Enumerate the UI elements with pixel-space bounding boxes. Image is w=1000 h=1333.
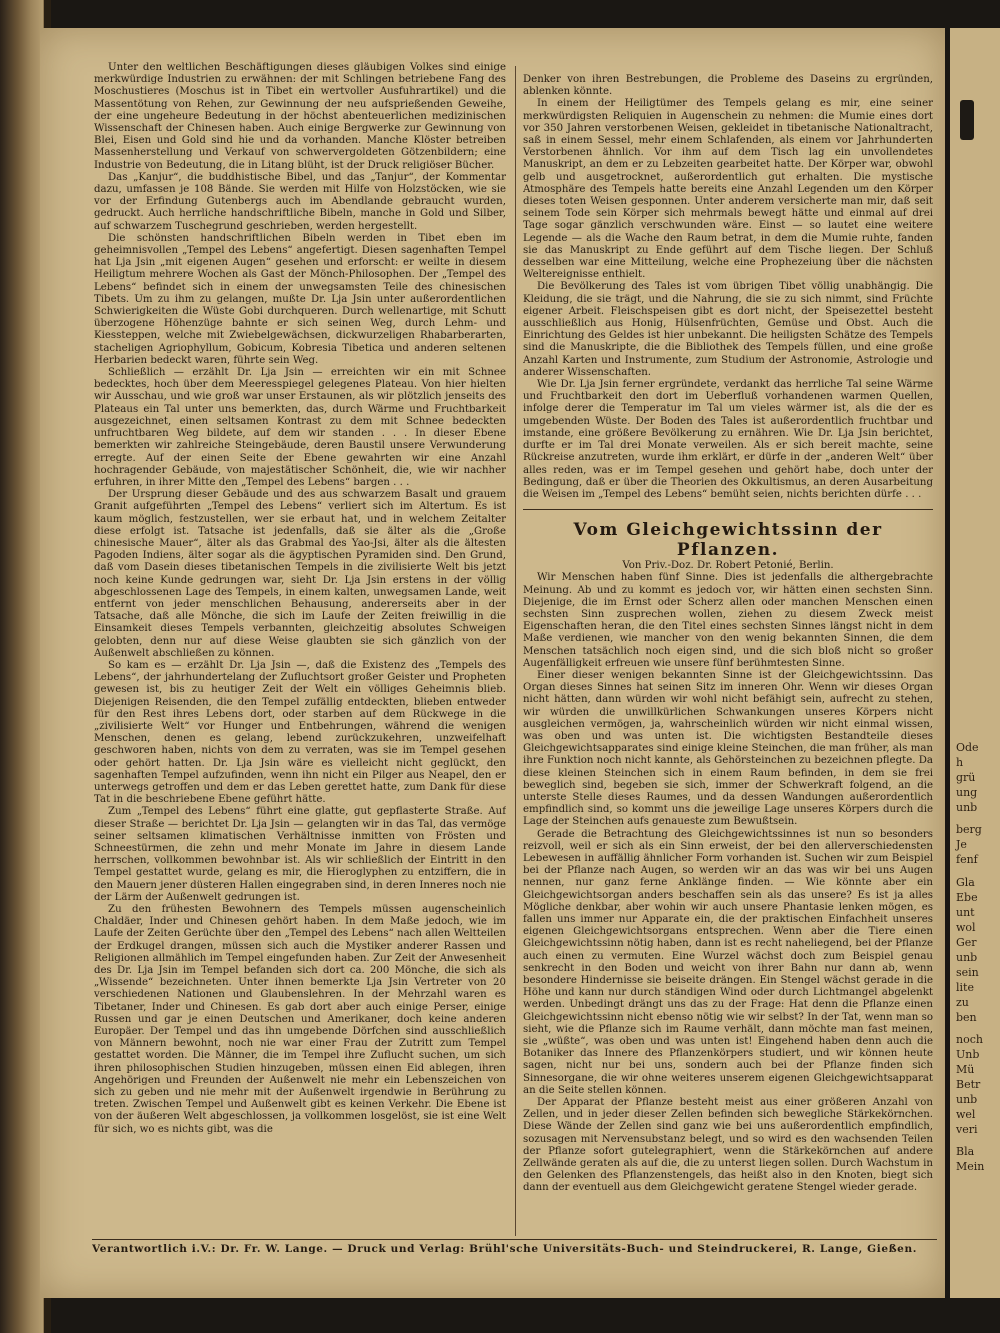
article-separator [523,509,933,510]
paragraph: Das „Kanjur“, die buddhistische Bibel, und das „Tanjur“, der Kommentar dazu, umfassen je 108 Bände. Sie werden mit Hilfe von Holzstöcken, wie sie vor der Erfindung Gutenbergs auch im Abendlande gebraucht wurden, gedruckt. Auch herrliche handschriftliche Bibeln, manche in Gold und Silber, auf schwarzem Tuschegrund geschrieben, werden hergestellt. [94,171,506,232]
paragraph: Wie Dr. Lja Jsin ferner ergründete, verdankt das herrliche Tal seine Wärme und Fruchtbarkeit den dort im Ueberfluß vorhandenen warmen Quellen, infolge derer die Temperatur im Tal um vieles wärmer ist, als die der es umgebenden Wüste. Der Boden des Tales ist außerordentlich fruchtbar und imstande, eine größere Bevölkerung zu ernähren. Wie Dr. Lja Jsin berichtet, durfte er im Tal drei Monate verweilen. Als er sich bereit machte, seine Rückreise anzutreten, wurde ihm erklärt, er dürfe in der „anderen Welt“ über alles reden, was er im Tempel gesehen und gehört habe, doch unter der Bedingung, daß er über die Theorien des Okkultismus, an deren Ausarbeitung die Weisen im „Tempel des Lebens“ bemüht seien, nichts berichten dürfe . . . [523,379,933,500]
footer-rule [92,1239,937,1240]
adjacent-text-fragment: ben [956,1011,977,1024]
paragraph: Schließlich — erzählt Dr. Lja Jsin — erreichten wir ein mit Schnee bedecktes, hoch über dem Meeresspiegel gelegenes Plateau. Von hier hielten wir Ausschau, und wie groß war unser Erstaunen, als wir plötzlich jenseits des Plateaus ein Tal unter uns bemerkten, das, durch Wärme und Fruchtbarkeit ausgezeichnet, einen seltsamen Kontrast zu dem mit Schnee bedeckten unfruchtbaren Weg bildete, auf dem wir standen . . . In dieser Ebene bemerkten wir zahlreiche Steingebäude, deren Baustil unsere Verwunderung erregte. Auf der einen Seite der Ebene gewahrten wir eine Anzahl hochragender Gebäude, von majestätischer Schönheit, die, wie wir nachher erfuhren, in ihrer Mitte den „Tempel des Lebens“ bargen . . . [94,367,506,488]
adjacent-text-fragment: Je [956,838,967,851]
adjacent-text-fragment: Mein [956,1160,985,1173]
article-byline: Von Priv.-Doz. Dr. Robert Petonié, Berlin. [622,560,834,572]
paragraph: Zu den frühesten Bewohnern des Tempels müssen augenscheinlich Chaldäer, Inder und Chinesen gehört haben. In dem Maße jedoch, wie im Laufe der Zeiten Gerüchte über den „Tempel des Lebens“ nach allen Weltteilen der Erdkugel drangen, müssen sich auch die Mystiker anderer Rassen und Religionen allmählich im Tempel eingefunden haben. Zur Zeit der Anwesenheit des Dr. Lja Jsin im Tempel befanden sich dort ca. 200 Mönche, die sich als „Wissende“ bezeichneten. Unter ihnen bemerkte Lja Jsin Vertreter von 20 verschiedenen Nationen und Glaubenslehren. In der Mehrzahl waren es Tibetaner, Inder und Chinesen. Es gab dort aber auch einige Perser, einige Russen und gar je einen Deutschen und Amerikaner, doch keine anderen Europäer. Der Tempel und das ihn umgebende Dörfchen sind ausschließlich von Männern bewohnt, noch nie war einer Frau der Zutritt zum Tempel gestattet worden. Die Männer, die im Tempel ihre Zuflucht suchen, um sich ihren philosophischen Studien hinzugeben, müssen einen Eid ablegen, ihren Angehörigen und Freunden der Außenwelt nie mehr ein Lebenszeichen von sich zu geben und nie mehr mit der Außenwelt irgendwie in Berührung zu treten. Zwischen Tempel und Außenwelt gibt es keinen Verkehr. Die Ebene ist von der äußeren Welt abgeschlossen, ja vollkommen losgelöst, sie ist eine Welt für sich, wo es nichts gibt, was die [94,904,506,1135]
adjacent-text-fragment: veri [956,1123,978,1136]
adjacent-text-fragment: grü [956,771,976,784]
adjacent-text-fragment: wel [956,1108,976,1121]
article-gleichgewichtssinn [523,520,933,1195]
adjacent-text-fragment: Ebe [956,891,978,904]
paragraph: So kam es — erzählt Dr. Lja Jsin —, daß die Existenz des „Tempels des Lebens“, der jahrhundertelang der Zufluchtsort großer Geister und Propheten gewesen ist, bis zu heutiger Zeit der Welt ein völliges Geheimnis blieb. Diejenigen Reisenden, die den Tempel zufällig entdeckten, blieben entweder für den Rest ihres Lebens dort, oder starben auf dem Rückwege in die „zivilisierte Welt“ vor Hunger und Entbehrungen, während die wenigen Menschen, denen es gelang, lebend zurückzukehren, unzweifelhaft geschworen haben, nichts von dem zu verraten, was sie im Tempel gesehen oder gehört hatten. Dr. Lja Jsin wäre es vielleicht nicht geglückt, den sagenhaften Tempel aufzufinden, wenn ihn nicht ein Pilger aus Neapel, den er unterwegs getroffen und dem er das Leben gerettet hatte, zum Dank für diese Tat in die beschriebene Ebene geführt hätte. [94,659,506,806]
adjacent-text-fragment: Betr [956,1078,981,1091]
article-headline: Vom Gleichgewichtssinn der Pflanzen. [573,520,883,561]
paragraph: Wir Menschen haben fünf Sinne. Dies ist jedenfalls die althergebrachte Meinung. Ab und zu kommt es jedoch vor, wir hätten einen sechsten Sinn. Diejenige, die im Ernst oder Scherz allen oder manchen Menschen einen sechsten Sinn zusprechen wollen, ziehen zu diesem Zweck meist Eigenschaften heran, die den Titel eines sechsten Sinnes längst nicht in dem Maße verdienen, wie mancher von den wenig bekannten Sinnen, die dem Menschen tatsächlich noch eigen sind, und die sich bloß nicht so großer Augenfälligkeit erfreuen wie unsere fünf berühmtesten Sinne. [523,572,933,669]
adjacent-text-fragment: unt [956,906,975,919]
paragraph: Gerade die Betrachtung des Gleichgewichtssinnes ist nun so besonders reizvoll, weil er sich als ein Sinn erweist, der bei den allerverschiedensten Lebewesen in auffällig ähnlicher Form vorhanden ist. Suchen wir zum Beispiel bei der Pflanze nach Augen, so werden wir an das was wir bei uns Augen nennen, nur ganz ferne Anklänge finden. — Wie könnte aber ein Gleichgewichtsorgan anders beschaffen sein als das unsere? Es ist ja alles Mögliche denkbar, aber wohin wir auch unsere Phantasie lenken mögen, es fallen uns immer nur Apparate ein, die der praktischen Einfachheit unseres eigenen Gleichgewichtsorgans entsprechen. Wenn aber die Tiere einen Gleichgewichtssinn nötig haben, dann ist es recht naheliegend, bei der Pflanze auch einen zu vermuten. Eine Wurzel wächst doch zum Beispiel genau senkrecht in den Boden und weicht von ihrer Bahn nur dann ab, wenn besondere Hindernisse sie beiseite drängen. Ein Stengel wächst gerade in die Höhe und kann nur durch ständigen Wind oder durch Lichtmangel abgelenkt werden. Unbedingt drängt uns das zu der Frage: Hat denn die Pflanze einen Gleichgewichtssinn nicht ebenso nötig wie wir selbst? In der Tat, wenn man so sieht, wie die Pflanze sich im Raume verhält, dann möchte man fast meinen, sie „wüßte“, was oben und was unten ist! Eingehend haben denn auch die Botaniker das Innere des Pflanzenkörpers studiert, und wir können heute sagen, nicht nur bei uns, sondern auch bei der Pflanze finden sich Sinnesorgane, die wir ohne weiteres unserem eigenen Gleichgewichtsapparat an die Seite stellen können. [523,828,933,1096]
adjacent-text-fragment: unb [956,951,978,964]
column-right [523,74,933,1246]
paragraph: Die Bevölkerung des Tales ist vom übrigen Tibet völlig unabhängig. Die Kleidung, die sie trägt, und die Nahrung, die sie zu sich nimmt, sind Früchte eigener Arbeit. Fleischspeisen gibt es dort nicht, der Speisezettel besteht ausschließlich aus Honig, Hülsenfrüchten, Gemüse und Obst. Auch die Einrichtung des Geldes ist hier unbekannt. Die heiligsten Schätze des Tempels sind die Manuskripte, die die Bibliothek des Tempels füllen, und eine große Anzahl Karten und Instrumente, zum Studium der Astronomie, Astrologie und anderer Wissenschaften. [523,281,933,378]
adjacent-text-fragment: noch [956,1033,983,1046]
adjacent-text-fragment: sein [956,966,979,979]
paragraph: In einem der Heiligtümer des Tempels gelang es mir, eine seiner merkwürdigsten Reliquien in Augenschein zu nehmen: die Mumie eines dort vor 350 Jahren verstorbenen Weisen, gekleidet in tibetanische Nationaltracht, saß in einem Sessel, mehr einem Schlafenden, als einem vor Jahrhunderten Verstorbenen ähnlich. Vor ihm auf dem Tisch lag ein unvollendetes Manuskript, an dem er zu Lebzeiten gearbeitet hatte. Der Körper war, obwohl gelb und ausgetrocknet, außerordentlich gut erhalten. Die mystische Atmosphäre des Tempels hatte bereits eine Anzahl Legenden um den Körper dieses toten Weisen gesponnen. Unter anderem versicherte man mir, daß seit seinem Tode sein Körper sich mehrmals bewegt hätte und einmal auf drei Tage sogar gänzlich verschwunden wäre. Einst — so lautet eine weitere Legende — als die Wache den Raum betrat, in dem die Mumie ruhte, fanden sie das Manuskript zu Ende geführt auf dem Tische liegen. Der Schluß desselben war eine Mitteilung, welche eine Prophezeiung über die nächsten Weltereignisse enthielt. [523,98,933,281]
adjacent-text-fragment: Ger [956,936,977,949]
adjacent-text-fragment: zu [956,996,969,1009]
paragraph: Einer dieser wenigen bekannten Sinne ist der Gleichgewichtssinn. Das Organ dieses Sinnes hat seinen Sitz im inneren Ohr. Wenn wir dieses Organ nicht hätten, dann würden wir wohl nicht befähigt sein, aufrecht zu stehen, wir würden die unwillkürlichen Schwankungen unseres Körpers nicht ausgleichen vermögen, ja, wahrscheinlich würden wir nicht einmal wissen, was oben und was unten ist. Die wichtigsten Bestandteile dieses Gleichgewichtsapparates sind einige kleine Steinchen, die man früher, als man ihre Funktion noch nicht kannte, als Gehörsteinchen zu bezeichnen pflegte. Da diese kleinen Steinchen sich in einem Raum befinden, in dem sie frei beweglich sind, begeben sie sich, immer der Schwerkraft folgend, an die unterste Stelle dieses Raumes, und da dessen Wandungen außerordentlich empfindlich sind, so kommt uns die jeweilige Lage unseres Körpers durch die Lage der Steinchen aufs genaueste zum Bewußtsein. [523,669,933,828]
adjacent-text-fragment: unb [956,801,978,814]
adjacent-text-fragment: fenf [956,853,978,866]
adjacent-text-fragment: Bla [956,1145,975,1158]
binder-clip [960,100,974,140]
adjacent-text-fragment: Mü [956,1063,975,1076]
paragraph: Die schönsten handschriftlichen Bibeln werden in Tibet eben im geheimnisvollen „Tempel des Lebens“ angefertigt. Diesen sagenhaften Tempel hat Lja Jsin „mit eigenen Augen“ gesehen und erforscht: er weilte in diesem Heiligtum mehrere Wochen als Gast der Mönch-Philosophen. Der „Tempel des Lebens“ befindet sich in einem der unwegsamsten Teile des chinesischen Tibets. Um zu ihm zu gelangen, mußte Dr. Lja Jsin unter außerordentlichen Schwierigkeiten die Wüste Gobi durchqueren. Durch wellenartige, mit Schutt überzogene Höhenzüge bahnte er sich seinen Weg, durch Lehm- und Kiessteppen, welche mit Zwiebelgewächsen, dickwurzeligen Rhabarberarten, stacheligen Agriophyllum, Gobicum, Kobresia Tibetica und anderen seltenen Herbarien bedeckt waren, führte sein Weg. [94,232,506,366]
column-left [94,62,506,1230]
adjacent-text-fragment: ung [956,786,978,799]
adjacent-text-fragment: berg [956,823,982,836]
paragraph: Unter den weltlichen Beschäftigungen dieses gläubigen Volkes sind einige merkwürdige Industrien zu erwähnen: der mit Schlingen betriebene Fang des Moschustieres (Moschus ist in Tibet ein wertvoller Ausfuhrartikel) und die Massentötung von Rehen, zur Gewinnung der neu aufsprießenden Geweihe, der eine ungeheure Bedeutung in der höchst abenteuerlichen medizinischen Wissenschaft der Chinesen haben. Auch einige Bergwerke zur Gewinnung von Blei, Eisen und Gold sind hie und da vorhanden. Manche Klöster betreiben Massenherstellung und Verkauf von schwervergoldeten Götzenbildern; eine Industrie von Bedeutung, die in Litang blüht, ist der Druck religiöser Bücher. [94,62,506,171]
column-divider [515,66,516,1236]
adjacent-text-fragment: Unb [956,1048,980,1061]
paragraph: Der Ursprung dieser Gebäude und des aus schwarzem Basalt und grauem Granit aufgeführten „Tempel des Lebens“ verliert sich im Altertum. Es ist kaum möglich, festzustellen, wer sie erbaut hat, und in welchem Zeitalter diese erfolgt ist. Tatsache ist jedenfalls, daß sie älter als die „Große chinesische Mauer“, älter als das Grabmal des Yao-Jsi, älter als die ältesten Pagoden Indiens, älter sogar als die ägyptischen Pyramiden sind. Den Grund, daß vom Dasein dieses tibetanischen Tempels in die zivilisierte Welt bis jetzt noch keine Kunde gedrungen war, sieht Dr. Lja Jsin erstens in der völlig abgeschlossenen Lage des Tempels, in einem kalten, unwegsamen Lande, weit entfernt von jeder menschlichen Behausung, andererseits aber in der Tatsache, daß alle Mönche, die sich im Laufe der Zeiten freiwillig in die Einsamkeit dieses Tempels verbannten, gleichzeitig absolutes Schweigen gelobten, denn nur auf diese Weise glaubten sie sich gänzlich von der Außenwelt abschließen zu können. [94,489,506,659]
paragraph: Der Apparat der Pflanze besteht meist aus einer größeren Anzahl von Zellen, und in jeder dieser Zellen befinden sich bewegliche Stärkekörnchen. Diese Wände der Zellen sind ganz wie bei uns außerordentlich empfindlich, sozusagen mit Nervensubstanz belegt, und so wird es den wachsenden Teilen der Pflanze sofort gutelegraphiert, wenn die Stärkekörnchen auf andere Zellwände geraten als auf die, die zu unterst liegen sollen. Durch Wachstum in den Gelenken des Pflanzenstengels, das heißt also in den Knoten, biegt sich dann der eventuell aus dem Gleichgewicht geratene Stengel wieder gerade. [523,1097,933,1194]
adjacent-text-fragment: unb [956,1093,978,1106]
adjacent-text-fragment: wol [956,921,976,934]
adjacent-text-fragment: lite [956,981,974,994]
adjacent-text-fragment: Gla [956,876,975,889]
imprint-footer: Verantwortlich i.V.: Dr. Fr. W. Lange. — Druck und Verlag: Brühl'sche Universitäts-Buch- und Steindruckerei, R. Lange, Gießen. [92,1243,917,1255]
adjacent-text-fragment: h [956,756,964,769]
adjacent-page-strip [950,28,1000,1298]
paragraph: Zum „Tempel des Lebens“ führt eine glatte, gut gepflasterte Straße. Auf dieser Straße — berichtet Dr. Lja Jsin — gelangten wir in das Tal, das vermöge seiner seltsamen klimatischen Verhältnisse inmitten von Frösten und Schneestürmen, die zehn und mehr Monate im Jahre in diesem Lande herrschen, vollkommen bewohnbar ist. Als wir schließlich der Eintritt in den Tempel gestattet wurde, gelang es mir, die Hieroglyphen zu entziffern, die in den Mauern jener düsteren Hallen eingegraben sind, in deren Inneres noch nie der Lärm der Außenwelt gedrungen ist. [94,806,506,903]
adjacent-text-fragment: Ode [956,741,979,754]
paragraph: Denker von ihren Bestrebungen, die Probleme des Daseins zu ergründen, ablenken könnte. [523,74,933,98]
book-spine-edge [0,0,44,1333]
